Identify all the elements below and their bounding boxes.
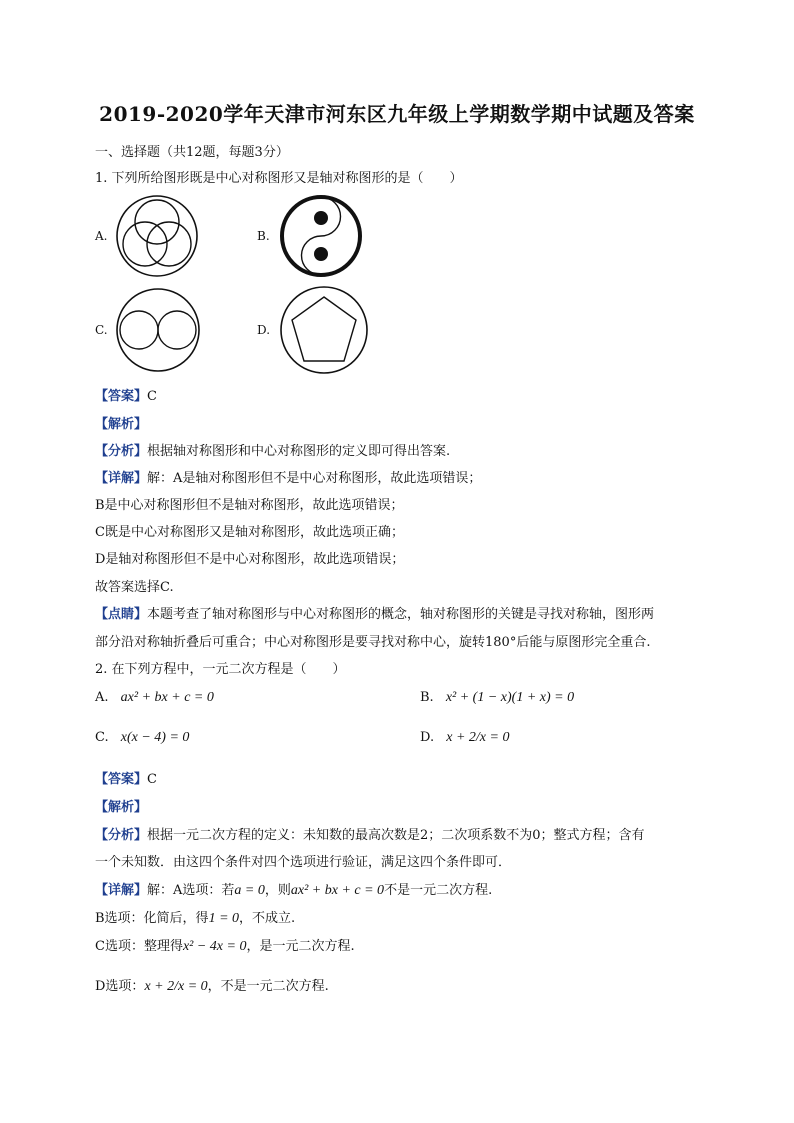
- q2-option-d-eq: x + 2/x = 0: [446, 730, 510, 745]
- q2-xiangjie-a-eq: ax² + bx + c = 0: [290, 883, 385, 898]
- q1-analysis-tag: [95, 413, 147, 432]
- q1-dianjing-line1: [95, 603, 654, 622]
- q2-xiangjie-a-cond: a = 0: [234, 883, 265, 898]
- q2-xiangjie-a-post: 不是一元二次方程.: [384, 883, 493, 898]
- q2-analysis-tag: [95, 796, 147, 815]
- section-heading: 一、选择题（共12题，每题3分）: [95, 145, 289, 160]
- q2-line-c-pre: C选项：整理得: [95, 939, 183, 954]
- analysis-tag: 【解析】: [95, 800, 148, 815]
- q2-explain-d: [95, 975, 329, 995]
- q2-line-d-pre: D选项：: [95, 979, 145, 994]
- q2-option-a: [95, 690, 214, 706]
- q1-answer: C: [147, 389, 157, 404]
- q1-option-a-label: A.: [95, 229, 108, 243]
- q2-option-c: [95, 730, 189, 746]
- q2-line-d-post: ，不是一元二次方程.: [207, 979, 329, 994]
- q2-option-d-label: D.: [420, 730, 435, 745]
- q2-line-d-eq: x + 2/x = 0: [144, 979, 208, 994]
- q2-option-c-label: C.: [95, 730, 109, 745]
- q2-option-c-eq: x(x − 4) = 0: [120, 730, 190, 745]
- yin-yang-icon: [279, 194, 363, 278]
- q1-option-b-label: B.: [257, 229, 270, 243]
- q1-stem: 1. 下列所给图形既是中心对称图形又是轴对称图形的是（ ）: [95, 171, 463, 186]
- q2-answer: C: [147, 772, 157, 787]
- q2-option-a-eq: ax² + bx + c = 0: [120, 690, 214, 705]
- q2-line-c-eq: x² − 4x = 0: [182, 939, 247, 954]
- analysis-tag: 【解析】: [95, 417, 148, 432]
- q1-conclusion: 故答案选择C.: [95, 580, 174, 595]
- q2-option-b: [420, 690, 574, 706]
- q2-xiangjie-a-mid: ，则: [264, 883, 291, 898]
- q1-xiangjie: 解：A是轴对称图形但不是中心对称图形，故此选项错误；: [147, 471, 482, 486]
- q2-fenxi-line1: [95, 824, 645, 843]
- q1-fenxi: 根据轴对称图形和中心对称图形的定义即可得出答案.: [147, 444, 451, 459]
- q2-option-b-label: B.: [420, 690, 434, 705]
- page-title: 2019-2020学年天津市河东区九年级上学期数学期中试题及答案: [99, 102, 695, 126]
- q2-explain-b: [95, 907, 295, 927]
- q2-xiangjie-line: [95, 879, 492, 899]
- xiangjie-tag: 【详解】: [95, 471, 148, 486]
- q2-line-c-post: ，是一元二次方程.: [246, 939, 355, 954]
- pentagon-in-circle-icon: [279, 285, 369, 375]
- fenxi-tag: 【分析】: [95, 444, 148, 459]
- q2-option-a-label: A.: [95, 690, 109, 705]
- answer-tag: 【答案】: [95, 389, 148, 404]
- q1-answer-line: [95, 385, 157, 404]
- q1-explain-d: D是轴对称图形但不是中心对称图形，故此选项错误；: [95, 552, 405, 567]
- q2-option-b-eq: x² + (1 − x)(1 + x) = 0: [445, 690, 575, 705]
- q1-dianjing-1: 本题考查了轴对称图形与中心对称图形的概念，轴对称图形的关键是寻找对称轴，图形两: [147, 607, 655, 622]
- q2-xiangjie-a-pre: 解：A选项：若: [147, 883, 235, 898]
- q2-line-b-pre: B选项：化简后，得: [95, 911, 209, 926]
- q2-explain-c: [95, 935, 355, 955]
- q1-option-d-label: D.: [257, 323, 271, 337]
- q2-answer-line: [95, 768, 157, 787]
- q2-fenxi-line2: 一个未知数．由这四个条件对四个选项进行验证，满足这四个条件即可．: [95, 855, 512, 870]
- q2-option-d: [420, 730, 509, 746]
- three-arc-circle-icon: [115, 194, 199, 278]
- q1-option-c-label: C.: [95, 323, 108, 337]
- fenxi-tag: 【分析】: [95, 828, 148, 843]
- xiangjie-tag: 【详解】: [95, 883, 148, 898]
- q1-fenxi-line: [95, 440, 450, 459]
- two-circles-in-circle-icon: [115, 287, 201, 373]
- dianjing-tag: 【点睛】: [95, 607, 148, 622]
- q2-stem: 2. 在下列方程中，一元二次方程是（ ）: [95, 662, 346, 677]
- q2-line-b-eq: 1 = 0: [208, 911, 240, 926]
- q2-fenxi-1: 根据一元二次方程的定义：未知数的最高次数是2；二次项系数不为0；整式方程；含有: [147, 828, 645, 843]
- q1-xiangjie-line: [95, 467, 481, 486]
- q1-dianjing-line2: 部分沿对称轴折叠后可重合；中心对称图形是要寻找对称中心，旋转180°后能与原图形完全重合.: [95, 635, 651, 650]
- q1-explain-c: C既是中心对称图形又是轴对称图形，故此选项正确；: [95, 525, 404, 540]
- q1-explain-b: B是中心对称图形但不是轴对称图形，故此选项错误；: [95, 498, 404, 513]
- q2-line-b-post: ，不成立.: [239, 911, 296, 926]
- answer-tag: 【答案】: [95, 772, 148, 787]
